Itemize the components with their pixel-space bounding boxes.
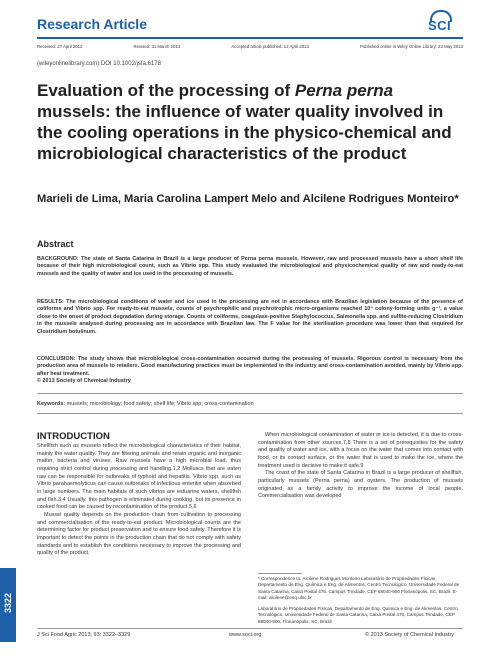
abstract-heading: Abstract xyxy=(37,239,74,249)
title-part1: Evaluation of the processing of xyxy=(37,81,295,100)
title-part2: mussels: the influence of water quality involved in the cooling operations in the physico-chemical and microbiological characteristics of the product xyxy=(37,102,452,163)
author-list: Marieli de Lima, Maria Carolina Lampert Melo and Alcilene Rodrigues Monteiro* xyxy=(37,193,459,205)
keywords-label: Keywords: xyxy=(37,401,66,407)
abstract-results: RESULTS: The microbiological conditions of water and ice used in the processing are not in accordance with Brazilian legislation because of the presence of coliforms and Vibrio spp. For ready-to-eat mussels, counts of psychrophilic and psychrotrophic micro-organisms reached 10⁴ colony-forming units g⁻¹, a value close to the onset of product degradation during storage. Counts of coliforms, coagulase-positive Staphylococcus, Salmonella spp. and sulfite-reducing Clostridium in the mussels analysed during processing are in accordance with Brazilian law. The F value for the sterilisation procedure was lower than that required for Clostridium botulinum. xyxy=(37,299,463,335)
title-species: Perna perna xyxy=(294,81,394,100)
sci-logo xyxy=(420,8,464,34)
footer-rule xyxy=(37,628,463,629)
page-number-tab xyxy=(0,568,16,642)
abstract-copyright: © 2013 Society of Chemical Industry xyxy=(37,378,131,384)
keywords-text: mussels; microbiology; food safety; shelf life; Vibrio spp; cross-contamination xyxy=(65,401,254,407)
affiliation-note: Laboratório de Propriedades Físicas, Departamento de Eng. Química e Eng. de Alimentos, Centro Tecnológico, Universidade Federal de Santa Catarina, Caixa Postal 476, Campus Trindade, CEP 88040-900, Florianópolis, SC, Brazil xyxy=(258,606,458,624)
footnote-rule xyxy=(258,573,302,574)
keywords-line xyxy=(37,401,463,407)
keywords-bottom-rule xyxy=(37,413,463,414)
correspondence-note: * Correspondence to: Alcilene Rodrigues Monteiro Laboratório de Propriedades Físicas, Departamento de Eng. Química e Eng. de Alimentos, Centro Tecnológico, Universidade Federal de Santa Catarina, Caixa Postal 476, Campus Trindade, CEP 88040-900 Florianópolis, SC, Brazil. E-mail: alcilene@enq.ufsc.br xyxy=(258,576,460,600)
doi-line: (wileyonlinelibrary.com) DOI 10.1002/jsfa.6178 xyxy=(37,61,161,67)
intro-paragraph: The coast of the state of Santa Catarina in Brazil is a large producer of shellfish, particularly mussels (Perna perna) and oysters. The production of mussels originated as a family activity to improve the income of local people. Commercialisation was developed xyxy=(258,470,463,500)
accepted-date: Accepted article published: 12 April 2013 xyxy=(231,44,309,49)
intro-left-column xyxy=(37,443,241,558)
footnotes xyxy=(258,576,463,630)
logo-text: SCI xyxy=(428,18,452,33)
page-number: 3322 xyxy=(3,592,13,614)
footer-site[interactable]: www.soci.org xyxy=(229,632,262,638)
footer-journal: J Sci Food Agric 2013; 93: 3322–3329 xyxy=(37,632,131,638)
intro-right-column xyxy=(258,432,463,501)
received-date: Received: 27 April 2012 xyxy=(37,44,83,49)
footer-copyright: © 2013 Society of Chemical Industry xyxy=(365,632,455,638)
article-title xyxy=(37,80,467,164)
intro-paragraph: When microbiological contamination of water or ice is detected, it is due to cross-contamination from other sources.7,8 There is a set of prerequisites for the safety and quality of water and ice, with a focus on the water that comes into contact with food, or its contact surface, or the water that is used to make the ice, where the treatment used is decisive to make it safe.9 xyxy=(258,432,463,469)
keywords-top-rule xyxy=(37,393,463,394)
publication-dates xyxy=(37,44,463,49)
header-rule xyxy=(37,37,463,39)
abstract-background: BACKGROUND: The state of Santa Catarina in Brazil is a large producer of Perna perna mussels. However, raw and processed mussels have a short shelf life because of their high microbiological count, such as Vibrio spp. This study evaluated the microbiological and physicochemical quality of raw and ready-to-eat mussels and the quality of water and ice used in the processing of mussels. xyxy=(37,256,463,277)
online-date: Published online in Wiley Online Library: 23 May 2013 xyxy=(360,44,463,49)
abstract-conclusion: CONCLUSION: The study shows that microbiological cross-contamination occurred during the processing of mussels. Rigorous control is necessary from the production area of mussels to retailers. Good manufacturing practices must be implemented in the industry and cross-contamination avoided, mainly by Vibrio spp. after heat treatment. xyxy=(37,356,463,377)
intro-paragraph: Mussel quality depends on the production chain from cultivation to processing and commercialisation of the ready-to-eat product. Microbiological counts are the determining factor for product preservation and to ensure food safety. Therefore it is important to detect the points in the production chain that do not comply with safety standards and to establish the conditions necessary to improve the processing and quality of the product. xyxy=(37,511,241,557)
intro-heading: INTRODUCTION xyxy=(37,431,110,442)
intro-paragraph: Shellfish such as mussels reflect the microbiological characteristics of their habitat, mainly the water quality. They are filtering animals and retain organic and inorganic matter, bacteria and viruses. Raw mussels have a high microbial load, thus requiring strict control during processing and handling.1,2 Molluscs that are eaten raw can be responsible for outbreaks of typhoid and hepatitis. Vibrio spp. such as Vibrio parahaemolyticus can cause outbreaks of infectious enteritis when absorbed in large numbers. The main habitats of such vibrios are estuarine waters, shellfish and fish.3,4 Usually, this pathogen is eliminated during cooking, but its presence in cooked food can be caused by recontamination of the product.5,6 xyxy=(37,443,241,511)
revised-date: Revised: 31 March 2013 xyxy=(133,44,181,49)
section-label: Research Article xyxy=(37,16,147,32)
